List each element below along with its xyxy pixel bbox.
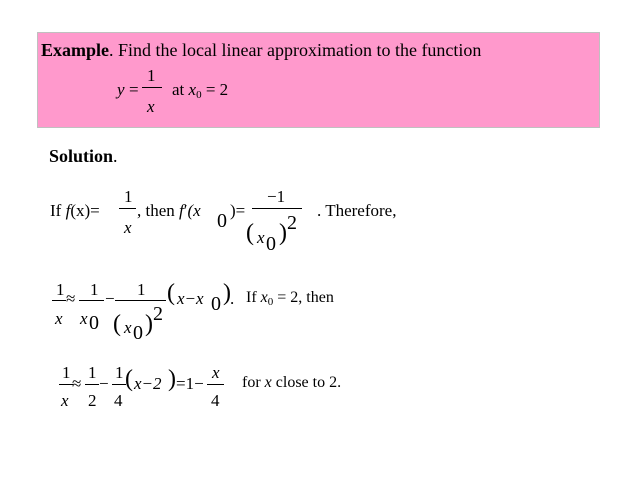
line1-denominator: x [124,218,132,237]
line3-b-bar [112,384,126,385]
line3-x: x [264,374,272,391]
line2-a-bar [79,300,104,301]
line3-left-bar [59,384,73,385]
line3-c-bar [207,384,224,385]
line2-left-num: 1 [56,280,65,299]
line1-f: f [65,201,71,220]
line2-paren-expr: x−x [177,289,204,308]
line1-num2: −1 [267,187,286,206]
line2-left-bar [52,300,66,301]
solution-label: Solution [49,146,114,166]
line3-b-num: 1 [115,363,124,382]
example-heading [41,41,481,59]
example-numerator: 1 [147,66,156,85]
line2-b-open-paren: ( [113,311,121,337]
example-denominator: x [147,97,155,116]
example-text: . Find the local linear approximation to the function [109,40,482,60]
line3-b-den: 4 [114,391,123,410]
example-at-text: at [172,80,185,99]
line2-b-pow: 2 [153,303,163,325]
line1-prime: ′ [183,201,188,220]
solution-heading [49,147,118,165]
line1-fraction-bar-2 [252,208,302,209]
line2-b-bar [115,300,166,301]
line3-for: for [242,374,261,391]
line1-den-sub: 0 [266,233,276,255]
solution-dot: . [113,146,118,166]
example-y: y [117,80,125,99]
line1-fprime-f: f [179,201,184,220]
line2-approx: ≈ [66,289,76,308]
line2-a-den-sub: 0 [89,312,99,334]
line3-minus: − [99,374,109,393]
line1-den-pow: 2 [287,212,297,234]
line2-if-text: If [246,289,257,306]
line2-minus: − [105,289,115,308]
line1-arg: (x)= [70,201,100,220]
line3-a-bar [85,384,99,385]
line3-open-paren: ( [125,366,133,392]
line3-c-den: 4 [211,391,220,410]
line3-left-den: x [61,391,69,410]
line1-if [50,202,100,219]
line2-close-paren: ) [223,280,231,306]
line3-tail [242,375,341,391]
line2-paren-sub: 0 [211,293,221,315]
line1-den-open-paren: ( [246,220,254,246]
example-eq: = [129,80,139,99]
example-value: = 2 [205,80,229,99]
line3-a-den: 2 [88,391,97,410]
line2-b-den-sub: 0 [133,322,143,344]
line1-therefore: . Therefore, [317,201,397,220]
example-x: x [188,80,197,99]
line3-paren-expr: x−2 [134,374,162,393]
line3-approx: ≈ [72,374,82,393]
line2-b-num: 1 [137,280,146,299]
line3-a-num: 1 [88,363,97,382]
line2-period: . [230,289,235,308]
line2-b-den-x: x [124,318,132,337]
example-at-clause [172,81,228,101]
line2-x-sub: 0 [267,296,274,308]
line2-left-den: x [55,309,63,328]
example-x-sub: 0 [196,89,202,101]
line1-sub0: 0 [217,210,227,232]
line1-then-text: , then [137,201,175,220]
line3-c-num: x [212,363,220,382]
line3-paren-expr-wrap [134,375,162,392]
example-fraction-bar [142,87,162,88]
line3-close-paren: ) [168,366,176,392]
line2-then-text: = 2, then [277,289,334,306]
line2-open-paren: ( [167,280,175,306]
line1-close: )= [230,201,246,220]
line1-fraction-bar [119,208,136,209]
line2-a-num: 1 [90,280,99,299]
line2-x: x [260,289,268,306]
line2-tail [246,290,334,308]
line3-eq: =1− [176,374,204,393]
line3-left-num: 1 [62,363,71,382]
line1-then [137,202,201,219]
line2-b-close-paren: ) [145,311,153,337]
line1-numerator: 1 [124,187,133,206]
line3-rest: close to 2. [275,374,342,391]
line1-open: (x [187,201,201,220]
line1-den-close-paren: ) [279,220,287,246]
line1-if-text: If [50,201,62,220]
line2-a-den-x: x [80,309,88,328]
line1-den-x: x [257,228,265,247]
example-label: Example [41,40,110,60]
